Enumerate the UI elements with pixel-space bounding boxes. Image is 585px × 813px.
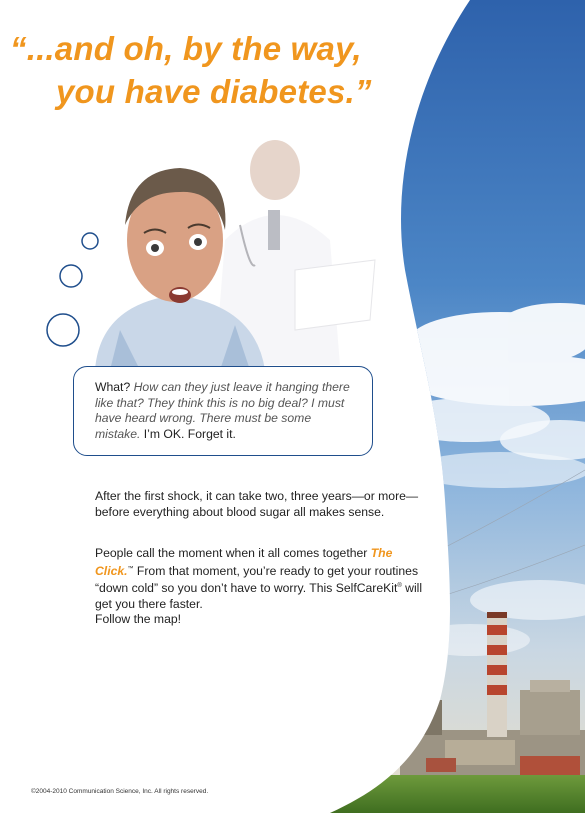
- thought-lead: What?: [95, 380, 131, 394]
- thought-bubbles: [47, 233, 98, 346]
- thought-italic: How can they just leave it hanging there like that? They think this is no big deal? I must have heard wrong. There must be some mistake.: [95, 380, 350, 441]
- headline-line-1: “...and oh, by the way,: [10, 30, 362, 67]
- headline-line-2: you have diabetes.”: [56, 73, 372, 110]
- thought-tail: I’m OK. Forget it.: [143, 426, 236, 441]
- thought-box: [73, 366, 373, 456]
- copyright-notice: ©2004-2010 Communication Science, Inc. All rights reserved.: [31, 788, 209, 795]
- body-paragraph-1: After the first shock, it can take two, three years—or more—before everything about blood sugar all makes sense.: [95, 489, 419, 519]
- the-click-term: The Click.: [95, 546, 393, 578]
- para2-last: Follow the map!: [95, 612, 182, 627]
- para2-rest: From that moment, you’re ready to get your routines “down cold” so you don’t have to worry. This SelfCareKit: [95, 563, 419, 596]
- body-paragraph-2: [95, 546, 425, 628]
- para2-intro: People call the moment when it all comes together: [95, 546, 368, 560]
- para2-end: will get you there faster.: [95, 581, 423, 611]
- registered-mark: ®: [397, 583, 402, 590]
- chimney: [487, 612, 507, 737]
- trademark-mark: ™: [127, 565, 134, 572]
- patient-doctor-illustration: [40, 130, 390, 370]
